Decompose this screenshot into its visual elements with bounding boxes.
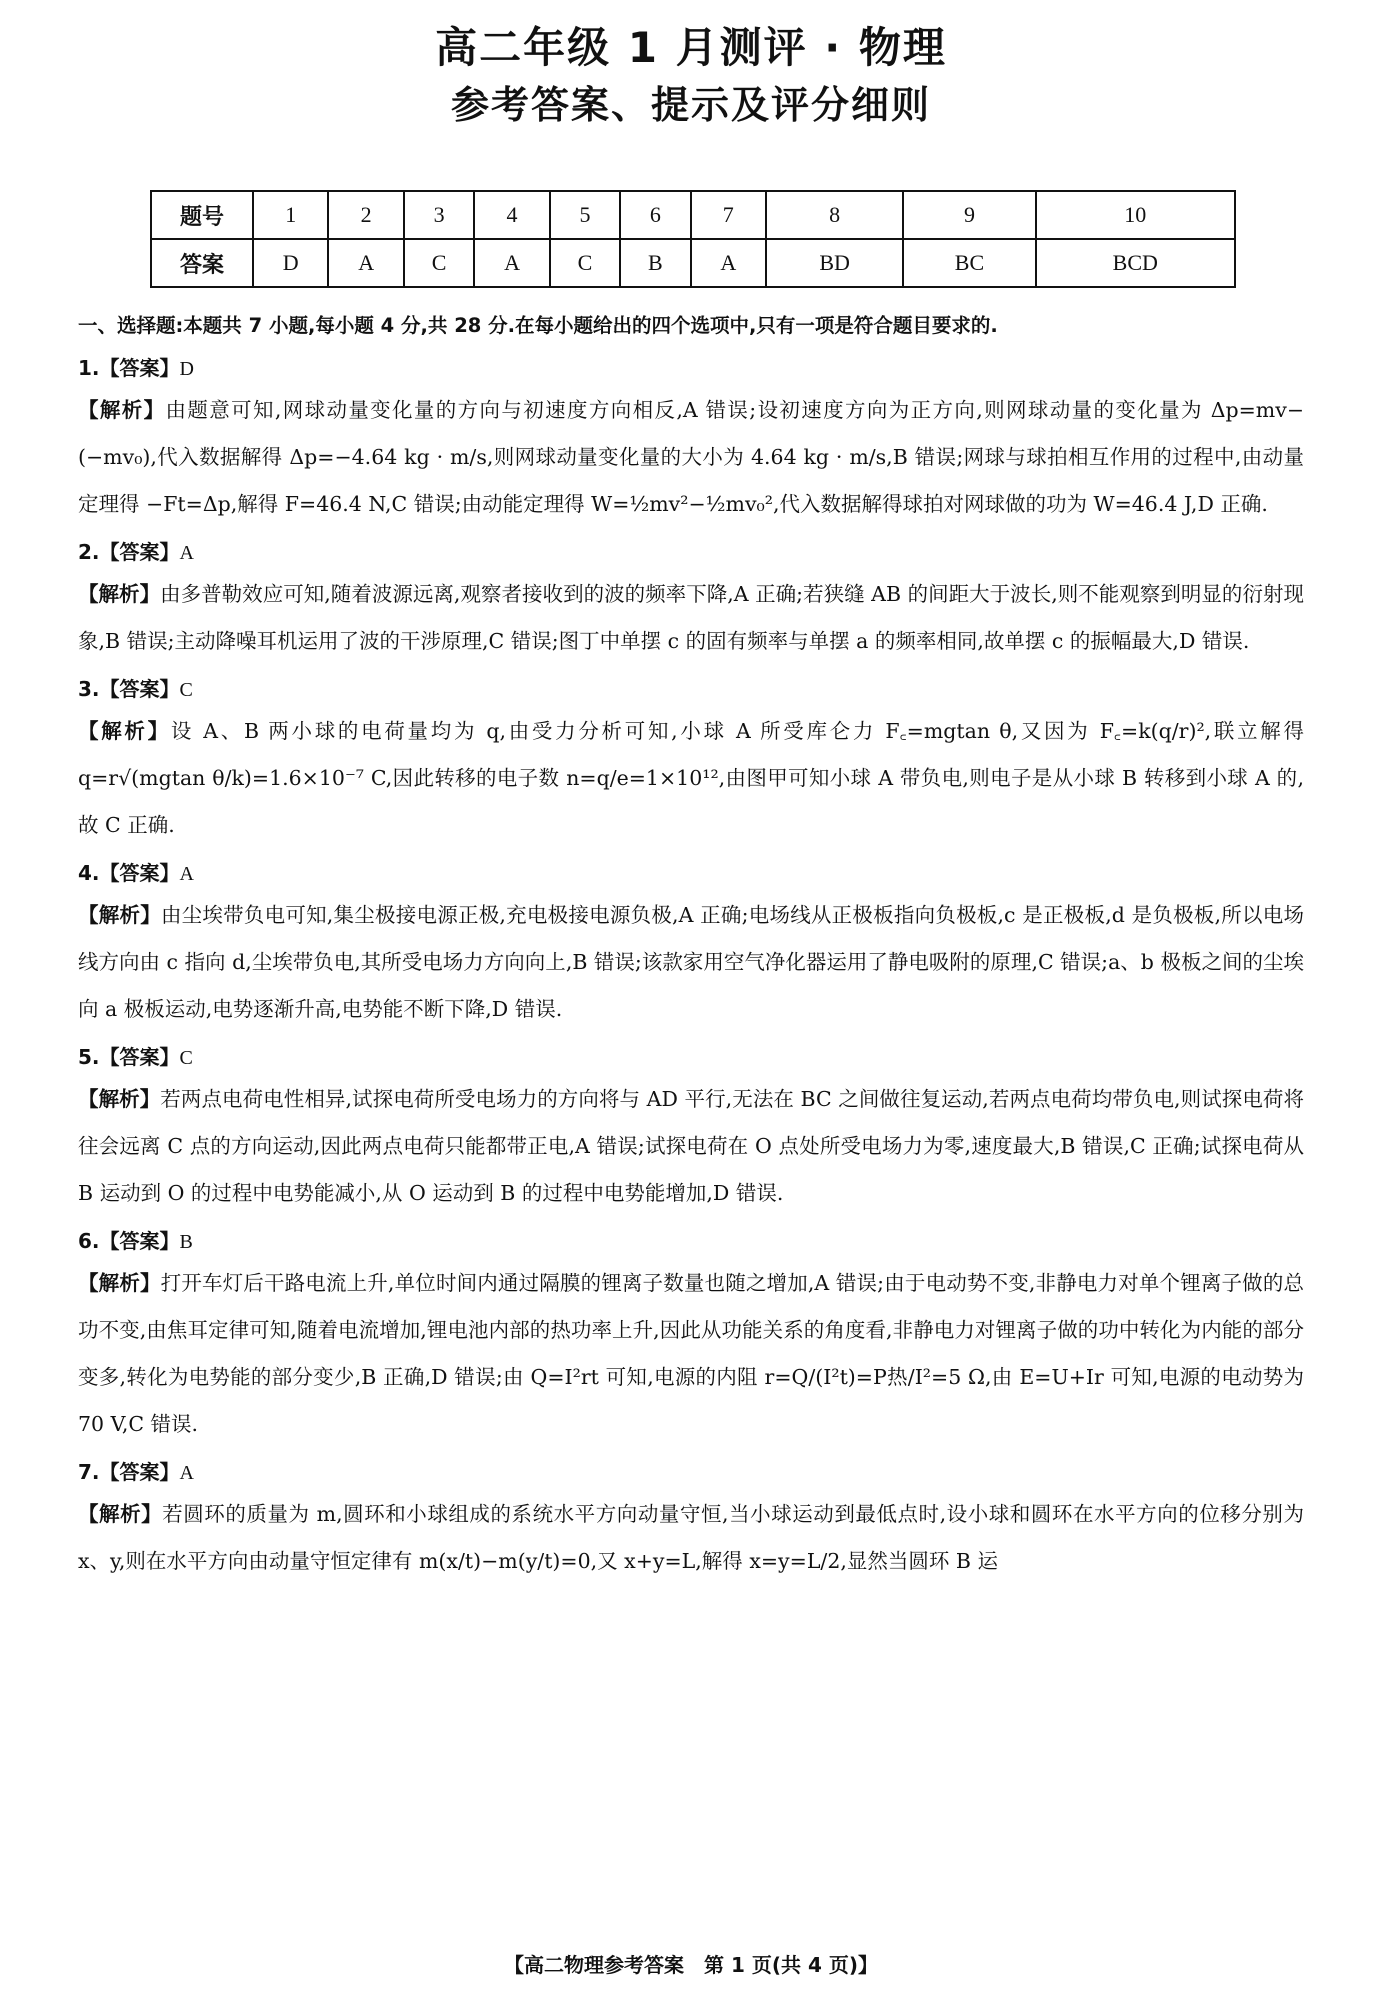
answer-cell: A xyxy=(328,239,403,287)
question-answer-4 xyxy=(78,855,1304,892)
answer-label: 【答案】 xyxy=(99,540,180,564)
question-analysis-5 xyxy=(78,1076,1304,1217)
analysis-text: 若两点电荷电性相异,试探电荷所受电场力的方向将与 AD 平行,无法在 BC 之间做往复运动,若两点电荷均带负电,则试探电荷将往会远离 C 点的方向运动,因此两点电荷只能都带正电,A 错误;试探电荷在 O 点处所受电场力为零,速度最大,B 错误,C 正确;试探电荷从 B 运动到 O 的过程中电势能减小,从 O 运动到 B 的过程中电势能增加,D 错误. xyxy=(78,1087,1305,1205)
row-label-answer: 答案 xyxy=(151,239,253,287)
question-number: 5. xyxy=(78,1045,100,1069)
question-answer-3 xyxy=(78,671,1304,708)
question-number: 3. xyxy=(78,677,100,701)
answer-cell: D xyxy=(253,239,328,287)
question-number-cell: 5 xyxy=(550,191,620,239)
question-analysis-1 xyxy=(78,387,1304,528)
analysis-label: 【解析】 xyxy=(78,903,161,927)
question-number-cell: 9 xyxy=(903,191,1035,239)
answer-cell: BD xyxy=(766,239,903,287)
answer-summary-table xyxy=(150,190,1236,288)
question-answer-5 xyxy=(78,1039,1304,1076)
answer-value: D xyxy=(179,358,194,380)
question-analysis-7 xyxy=(78,1491,1304,1585)
analysis-label: 【解析】 xyxy=(78,1087,161,1111)
answer-label: 【答案】 xyxy=(99,861,180,885)
question-analysis-4 xyxy=(78,892,1304,1033)
question-number: 7. xyxy=(78,1460,100,1484)
answer-cell: B xyxy=(620,239,690,287)
answer-cell: C xyxy=(404,239,474,287)
row-label-question-number: 题号 xyxy=(151,191,253,239)
analysis-text: 由题意可知,网球动量变化量的方向与初速度方向相反,A 错误;设初速度方向为正方向,则网球动量的变化量为 Δp=mv−(−mv₀),代入数据解得 Δp=−4.64 kg · m/s,则网球动量变化量的大小为 4.64 kg · m/s,B 错误;网球与球拍相互作用的过程中,由动量定理得 −Ft=Δp,解得 F=46.4 N,C 错误;由动能定理得 W=½mv²−½mv₀²,代入数据解得球拍对网球做的功为 W=46.4 J,D 正确. xyxy=(78,398,1305,516)
answer-label: 【答案】 xyxy=(99,356,180,380)
analysis-label: 【解析】 xyxy=(78,1502,163,1526)
analysis-text: 若圆环的质量为 m,圆环和小球组成的系统水平方向动量守恒,当小球运动到最低点时,设小球和圆环在水平方向的位移分别为 x、y,则在水平方向由动量守恒定律有 m(x/t)−m(y/t)=0,又 x+y=L,解得 x=y=L/2,显然当圆环 B 运 xyxy=(78,1502,1304,1573)
question-number-cell: 7 xyxy=(691,191,766,239)
question-number: 1. xyxy=(78,356,100,380)
question-number-cell: 10 xyxy=(1036,191,1235,239)
answer-cell: BCD xyxy=(1036,239,1235,287)
question-number: 4. xyxy=(78,861,100,885)
page-subtitle: 参考答案、提示及评分细则 xyxy=(450,83,931,127)
question-answer-1 xyxy=(78,350,1304,387)
answer-label: 【答案】 xyxy=(99,1045,180,1069)
question-number: 6. xyxy=(78,1229,100,1253)
analysis-label: 【解析】 xyxy=(78,1271,161,1295)
analysis-text: 由多普勒效应可知,随着波源远离,观察者接收到的波的频率下降,A 正确;若狭缝 AB 的间距大于波长,则不能观察到明显的衍射现象,B 错误;主动降噪耳机运用了波的干涉原理,C 错误;图丁中单摆 c 的固有频率与单摆 a 的频率相同,故单摆 c 的振幅最大,D 错误. xyxy=(78,582,1304,653)
question-analysis-2 xyxy=(78,571,1304,665)
analysis-text: 由尘埃带负电可知,集尘极接电源正极,充电极接电源负极,A 正确;电场线从正极板指向负极板,c 是正极板,d 是负极板,所以电场线方向由 c 指向 d,尘埃带负电,其所受电场力方向向上,B 错误;该款家用空气净化器运用了静电吸附的原理,C 错误;a、b 极板之间的尘埃向 a 极板运动,电势逐渐升高,电势能不断下降,D 错误. xyxy=(78,903,1304,1021)
answer-label: 【答案】 xyxy=(99,677,180,701)
question-number-cell: 4 xyxy=(474,191,549,239)
answer-label: 【答案】 xyxy=(99,1229,180,1253)
answer-cell: A xyxy=(474,239,549,287)
analysis-label: 【解析】 xyxy=(78,398,166,422)
question-number-cell: 8 xyxy=(766,191,903,239)
question-analysis-3 xyxy=(78,708,1304,849)
answer-value: A xyxy=(179,542,194,564)
answer-value: A xyxy=(179,1462,194,1484)
section-heading: 一、选择题:本题共 7 小题,每小题 4 分,共 28 分.在每小题给出的四个选项中,只有一项是符合题目要求的. xyxy=(78,314,998,337)
question-number-row xyxy=(151,191,1235,239)
answer-cell: A xyxy=(691,239,766,287)
analysis-label: 【解析】 xyxy=(78,719,171,743)
answer-value: C xyxy=(179,1047,193,1069)
question-answer-6 xyxy=(78,1223,1304,1260)
answer-row xyxy=(151,239,1235,287)
page-title: 高二年级 1 月测评 · 物理 xyxy=(435,23,947,72)
answer-value: A xyxy=(179,863,194,885)
answer-value: C xyxy=(179,679,193,701)
answer-cell: C xyxy=(550,239,620,287)
question-number-cell: 6 xyxy=(620,191,690,239)
question-answer-2 xyxy=(78,534,1304,571)
analysis-text: 打开车灯后干路电流上升,单位时间内通过隔膜的锂离子数量也随之增加,A 错误;由于电动势不变,非静电力对单个锂离子做的总功不变,由焦耳定律可知,随着电流增加,锂电池内部的热功率上升,因此从功能关系的角度看,非静电力对锂离子做的功中转化为内能的部分变多,转化为电势能的部分变少,B 正确,D 错误;由 Q=I²rt 可知,电源的内阻 r=Q/(I²t)=P热/I²=5 Ω,由 E=U+Ir 可知,电源的电动势为 70 V,C 错误. xyxy=(78,1271,1305,1436)
analysis-text: 设 A、B 两小球的电荷量均为 q,由受力分析可知,小球 A 所受库仑力 F꜀=mgtan θ,又因为 F꜀=k(q/r)²,联立解得 q=r√(mgtan θ/k)=1.6×10⁻⁷ C,因此转移的电子数 n=q/e=1×10¹²,由图甲可知小球 A 带负电,则电子是从小球 B 转移到小球 A 的,故 C 正确. xyxy=(78,719,1305,837)
question-number-cell: 3 xyxy=(404,191,474,239)
question-analysis-6 xyxy=(78,1260,1304,1448)
page-footer: 【高二物理参考答案 第 1 页(共 4 页)】 xyxy=(504,1953,878,1977)
answer-value: B xyxy=(179,1231,193,1253)
question-answer-7 xyxy=(78,1454,1304,1491)
answer-label: 【答案】 xyxy=(99,1460,180,1484)
question-number: 2. xyxy=(78,540,100,564)
answer-cell: BC xyxy=(903,239,1035,287)
analysis-label: 【解析】 xyxy=(78,582,161,606)
question-number-cell: 2 xyxy=(328,191,403,239)
question-number-cell: 1 xyxy=(253,191,328,239)
